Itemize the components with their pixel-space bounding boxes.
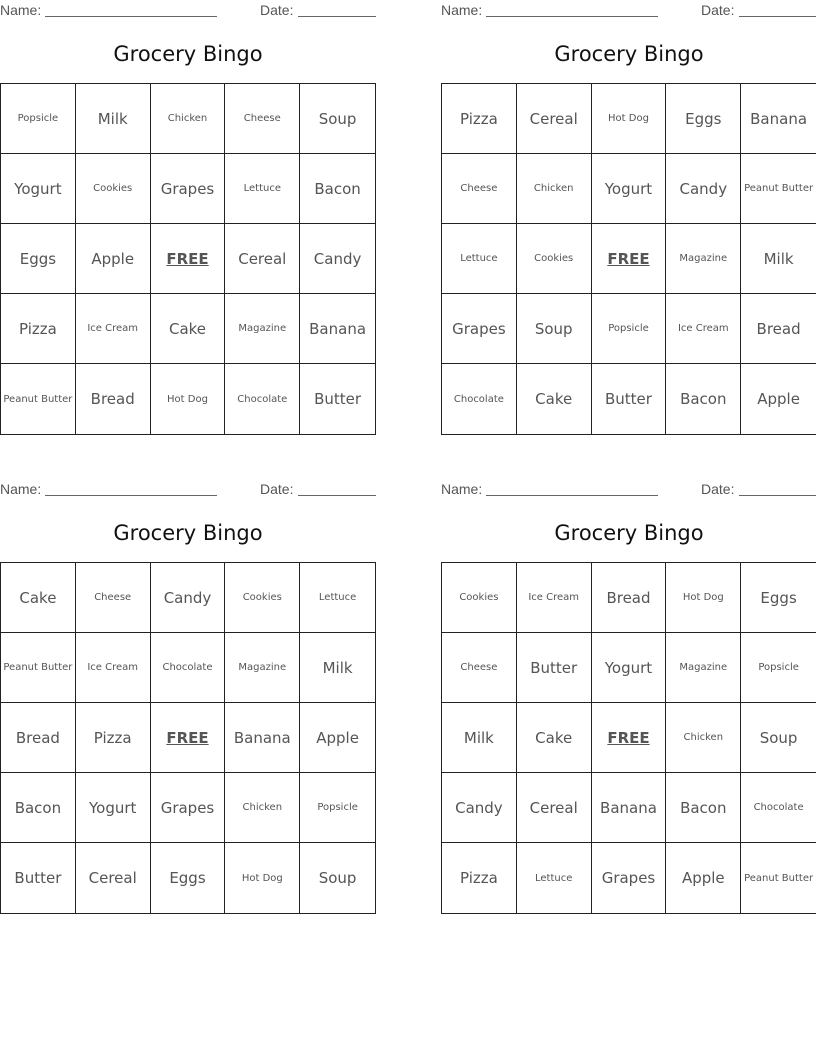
bingo-cell: Peanut Butter (744, 872, 814, 884)
free-space: FREE (151, 703, 226, 773)
bingo-cell: Bread (76, 364, 151, 434)
bingo-cell: Candy (300, 224, 375, 294)
bingo-cell: Cheese (76, 563, 151, 633)
bingo-card-3 (0, 479, 376, 887)
bingo-cell: Apple (757, 390, 800, 408)
bingo-cell: Chicken (517, 154, 592, 224)
bingo-cell: Banana (225, 703, 300, 773)
card-title: Grocery Bingo (113, 42, 263, 66)
bingo-cell: Grapes (442, 294, 517, 364)
bingo-cell: Hot Dog (225, 843, 300, 913)
bingo-cell: Popsicle (300, 773, 375, 843)
bingo-cell: Hot Dog (666, 563, 741, 633)
card-header (0, 0, 376, 20)
bingo-cell: Cereal (225, 224, 300, 294)
bingo-cell: Soup (517, 294, 592, 364)
bingo-cell: Soup (318, 869, 357, 887)
card-header (0, 479, 376, 499)
bingo-cell: Grapes (151, 154, 226, 224)
bingo-card-1 (0, 0, 376, 408)
bingo-card-2 (441, 0, 816, 408)
bingo-cell: Yogurt (592, 633, 667, 703)
card-header (441, 0, 816, 20)
bingo-cell: Banana (300, 294, 375, 364)
bingo-cell: Candy (442, 773, 517, 843)
bingo-cell: Cheese (442, 154, 517, 224)
bingo-cell: Butter (592, 364, 667, 434)
bingo-cell: Peanut Butter (741, 154, 816, 224)
bingo-cell: Peanut Butter (1, 633, 76, 703)
bingo-cell: Bread (1, 703, 76, 773)
bingo-cell: Apple (76, 224, 151, 294)
bingo-cell: Peanut Butter (1, 364, 76, 434)
bingo-grid (0, 562, 376, 914)
bingo-cell: Popsicle (741, 633, 816, 703)
bingo-cell: Cereal (517, 84, 592, 154)
bingo-cell: Butter (1, 843, 76, 913)
bingo-cell: Cereal (517, 773, 592, 843)
bingo-grid (441, 562, 816, 914)
name-line (45, 16, 217, 17)
bingo-cell: Milk (76, 84, 151, 154)
name-line (486, 495, 658, 496)
bingo-cell: Grapes (592, 843, 667, 913)
bingo-cell: Chicken (225, 773, 300, 843)
bingo-card-4 (441, 479, 816, 887)
bingo-cell: Chicken (666, 703, 741, 773)
name-label: Name: (441, 2, 483, 18)
bingo-cell: Cookies (225, 563, 300, 633)
date-line (298, 16, 376, 17)
card-header (441, 479, 816, 499)
bingo-cell: Banana (592, 773, 667, 843)
bingo-cell: Butter (314, 390, 362, 408)
bingo-cell: Popsicle (592, 294, 667, 364)
bingo-cell: Yogurt (1, 154, 76, 224)
date-label: Date: (701, 481, 735, 497)
bingo-cell: Yogurt (76, 773, 151, 843)
bingo-cell: Milk (442, 703, 517, 773)
bingo-cell: Grapes (151, 773, 226, 843)
bingo-cell: Ice Cream (517, 563, 592, 633)
bingo-cell: Popsicle (1, 84, 76, 154)
bingo-cell: Pizza (442, 843, 517, 913)
bingo-cell: Candy (151, 563, 226, 633)
bingo-cell: Magazine (666, 633, 741, 703)
bingo-cell: Apple (300, 703, 375, 773)
bingo-cell: Soup (300, 84, 375, 154)
free-space: FREE (592, 224, 667, 294)
bingo-cell: Hot Dog (592, 84, 667, 154)
bingo-cell: Magazine (225, 294, 300, 364)
bingo-cell: Eggs (151, 843, 226, 913)
bingo-cell: Pizza (76, 703, 151, 773)
bingo-cell: Pizza (442, 84, 517, 154)
bingo-cell: Cheese (225, 84, 300, 154)
card-title: Grocery Bingo (554, 42, 704, 66)
bingo-cell: Chocolate (442, 364, 517, 434)
name-line (486, 16, 658, 17)
bingo-cell: Bacon (666, 773, 741, 843)
name-label: Name: (441, 481, 483, 497)
bingo-cell: Lettuce (442, 224, 517, 294)
bingo-cell: Cake (151, 294, 226, 364)
bingo-cell: Eggs (1, 224, 76, 294)
bingo-cell: Lettuce (517, 843, 592, 913)
bingo-cell: Milk (300, 633, 375, 703)
bingo-cell: Cereal (76, 843, 151, 913)
bingo-cell: Chicken (151, 84, 226, 154)
bingo-cell: Cake (1, 563, 76, 633)
bingo-cell: Cake (517, 364, 592, 434)
bingo-cell: Lettuce (300, 563, 375, 633)
bingo-cell: Chocolate (225, 364, 300, 434)
bingo-cell: Cheese (442, 633, 517, 703)
bingo-cell: Ice Cream (76, 294, 151, 364)
free-space: FREE (151, 224, 226, 294)
card-title: Grocery Bingo (554, 521, 704, 545)
bingo-cell: Butter (517, 633, 592, 703)
bingo-cell: Bread (592, 563, 667, 633)
bingo-cell: Bread (741, 294, 816, 364)
bingo-cell: Eggs (666, 84, 741, 154)
date-line (739, 16, 816, 17)
bingo-cell: Magazine (225, 633, 300, 703)
bingo-cell: Yogurt (592, 154, 667, 224)
bingo-cell: Pizza (1, 294, 76, 364)
free-space: FREE (592, 703, 667, 773)
name-label: Name: (0, 2, 42, 18)
bingo-cell: Soup (741, 703, 816, 773)
bingo-cell: Lettuce (225, 154, 300, 224)
card-title: Grocery Bingo (113, 521, 263, 545)
bingo-cell: Chocolate (741, 773, 816, 843)
bingo-cell: Cake (517, 703, 592, 773)
bingo-cell: Apple (666, 843, 741, 913)
date-label: Date: (260, 2, 294, 18)
bingo-grid (441, 83, 816, 435)
name-line (45, 495, 217, 496)
bingo-cell: Eggs (741, 563, 816, 633)
bingo-cell: Hot Dog (151, 364, 226, 434)
date-line (298, 495, 376, 496)
bingo-cell: Milk (741, 224, 816, 294)
bingo-cell: Chocolate (151, 633, 226, 703)
bingo-cell: Cookies (517, 224, 592, 294)
bingo-cell: Cookies (76, 154, 151, 224)
bingo-cell: Ice Cream (76, 633, 151, 703)
bingo-cell: Bacon (1, 773, 76, 843)
date-label: Date: (701, 2, 735, 18)
bingo-cell: Ice Cream (666, 294, 741, 364)
bingo-grid (0, 83, 376, 435)
date-line (739, 495, 816, 496)
bingo-cell: Bacon (300, 154, 375, 224)
bingo-cell: Banana (741, 84, 816, 154)
date-label: Date: (260, 481, 294, 497)
bingo-cell: Bacon (666, 364, 741, 434)
bingo-cell: Cookies (442, 563, 517, 633)
bingo-cell: Candy (666, 154, 741, 224)
name-label: Name: (0, 481, 42, 497)
bingo-cell: Magazine (666, 224, 741, 294)
